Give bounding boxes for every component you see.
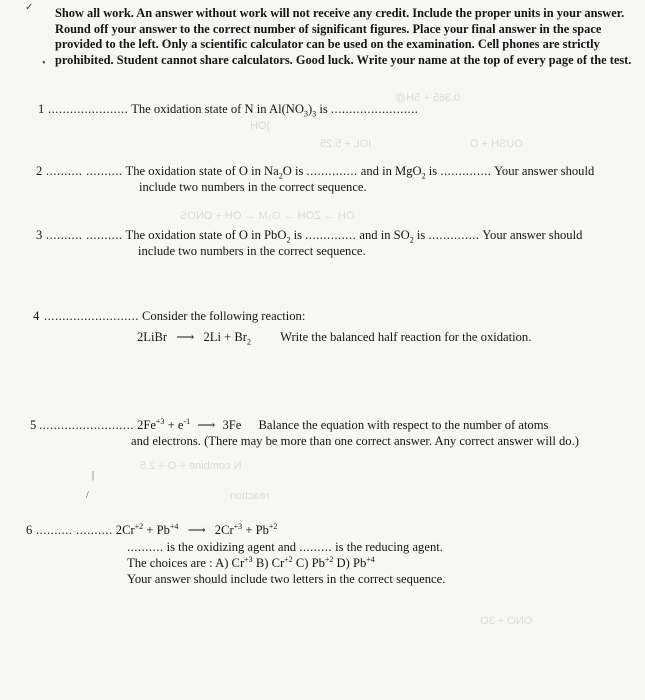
pen-mark: ✓ xyxy=(25,2,34,13)
arrow-icon: ⟶ xyxy=(176,330,195,344)
question-5-number: 5 xyxy=(30,418,37,432)
question-3-number: 3 xyxy=(36,228,43,242)
answer-blank[interactable]: .............. xyxy=(306,164,358,178)
question-1: ...................... The oxidation state of N in $Al(NO_3)_3$ is ........................ xyxy=(48,102,419,119)
question-2-number: 2 xyxy=(36,164,43,178)
answer-blank[interactable]: ........................ xyxy=(330,102,419,116)
answer-blank[interactable]: ......... xyxy=(299,540,333,554)
question-6-line2: .......... is the oxidizing agent and ......... is the reducing agent. xyxy=(127,540,443,554)
question-4-reaction: 2LiBr ⟶ $2Li + Br_2$ Write the balanced half reaction for the oxidation. xyxy=(137,330,532,347)
answer-blank[interactable]: .............. xyxy=(428,228,480,242)
bleed-through-text: N combine + O + 2.5 xyxy=(140,460,242,472)
bleed-through-text: reaction xyxy=(230,490,270,502)
bleed-through-text: OUSH + O xyxy=(470,138,523,150)
answer-blank[interactable]: .......... .......... xyxy=(46,164,123,178)
question-4: .......................... Consider the following reaction: xyxy=(44,309,306,323)
question-5-line2: and electrons. (There may be more than one correct answer. Any correct answer will do.) xyxy=(131,434,579,448)
answer-blank[interactable]: .......... .......... xyxy=(36,523,113,537)
answer-blank[interactable]: ...................... xyxy=(48,102,129,116)
bleed-through-text: OH → ZOH → O₂M ← OH + ONOS xyxy=(180,210,355,222)
pen-mark: | xyxy=(92,470,95,481)
question-1-number: 1 xyxy=(38,102,45,116)
answer-blank[interactable]: .......................... xyxy=(44,309,139,323)
question-6-number: 6 xyxy=(26,523,33,537)
answer-blank[interactable]: .............. xyxy=(440,164,492,178)
answer-blank[interactable]: .......................... xyxy=(39,418,134,432)
arrow-icon: ⟶ xyxy=(187,523,206,537)
question-4-number: 4 xyxy=(33,309,40,323)
question-2: .......... .......... The oxidation state of O in $Na_2O$ is .............. and in MgO$_2$ is .............. Your answer should xyxy=(46,164,595,181)
bleed-through-text: IOL + 5.25 xyxy=(320,138,372,150)
question-6: .......... .......... $2Cr^{+2} + Pb^{+4}$ ⟶ $2Cr^{+3} + Pb^{+2}$ xyxy=(36,521,278,537)
exam-instructions: Show all work. An answer without work will not receive any credit. Include the proper units in your answer. Round off your answer to the correct number of significant figures. Place your final answer in the space provided to the left. Only a scientific calculator can be used on the examination. Cell phones are strictly prohibited. Student cannot share calculators. Good luck. Write your name at the top of every page of the test. xyxy=(55,6,632,67)
answer-blank[interactable]: .......... xyxy=(127,540,164,554)
question-6-line4: Your answer should include two letters in the correct sequence. xyxy=(127,572,446,586)
question-3: .......... .......... The oxidation state of O in PbO$_2$ is .............. and in $SO_2$ is .............. Your answer should xyxy=(46,228,583,245)
pen-mark: • xyxy=(42,58,46,69)
question-5: .......................... $2Fe^{+3} + e^{-1}$ ⟶ 3Fe Balance the equation with respect to the number of atoms xyxy=(39,416,549,432)
answer-blank[interactable]: .............. xyxy=(305,228,357,242)
question-3-line2: include two numbers in the correct sequence. xyxy=(138,244,366,258)
question-6-choices: The choices are : A) $Cr^{+3}$ B) $Cr^{+2}$ C) $Pb^{+2}$ D) $Pb^{+4}$ xyxy=(127,554,375,570)
arrow-icon: ⟶ xyxy=(197,418,216,432)
bleed-through-text: 0.365 + 5H@ xyxy=(395,92,461,104)
bleed-through-text: )OH xyxy=(250,120,271,132)
pen-mark: / xyxy=(86,490,89,501)
question-2-line2: include two numbers in the correct sequence. xyxy=(139,180,367,194)
bleed-through-text: ONO + 3O xyxy=(480,615,533,627)
answer-blank[interactable]: .......... .......... xyxy=(46,228,123,242)
